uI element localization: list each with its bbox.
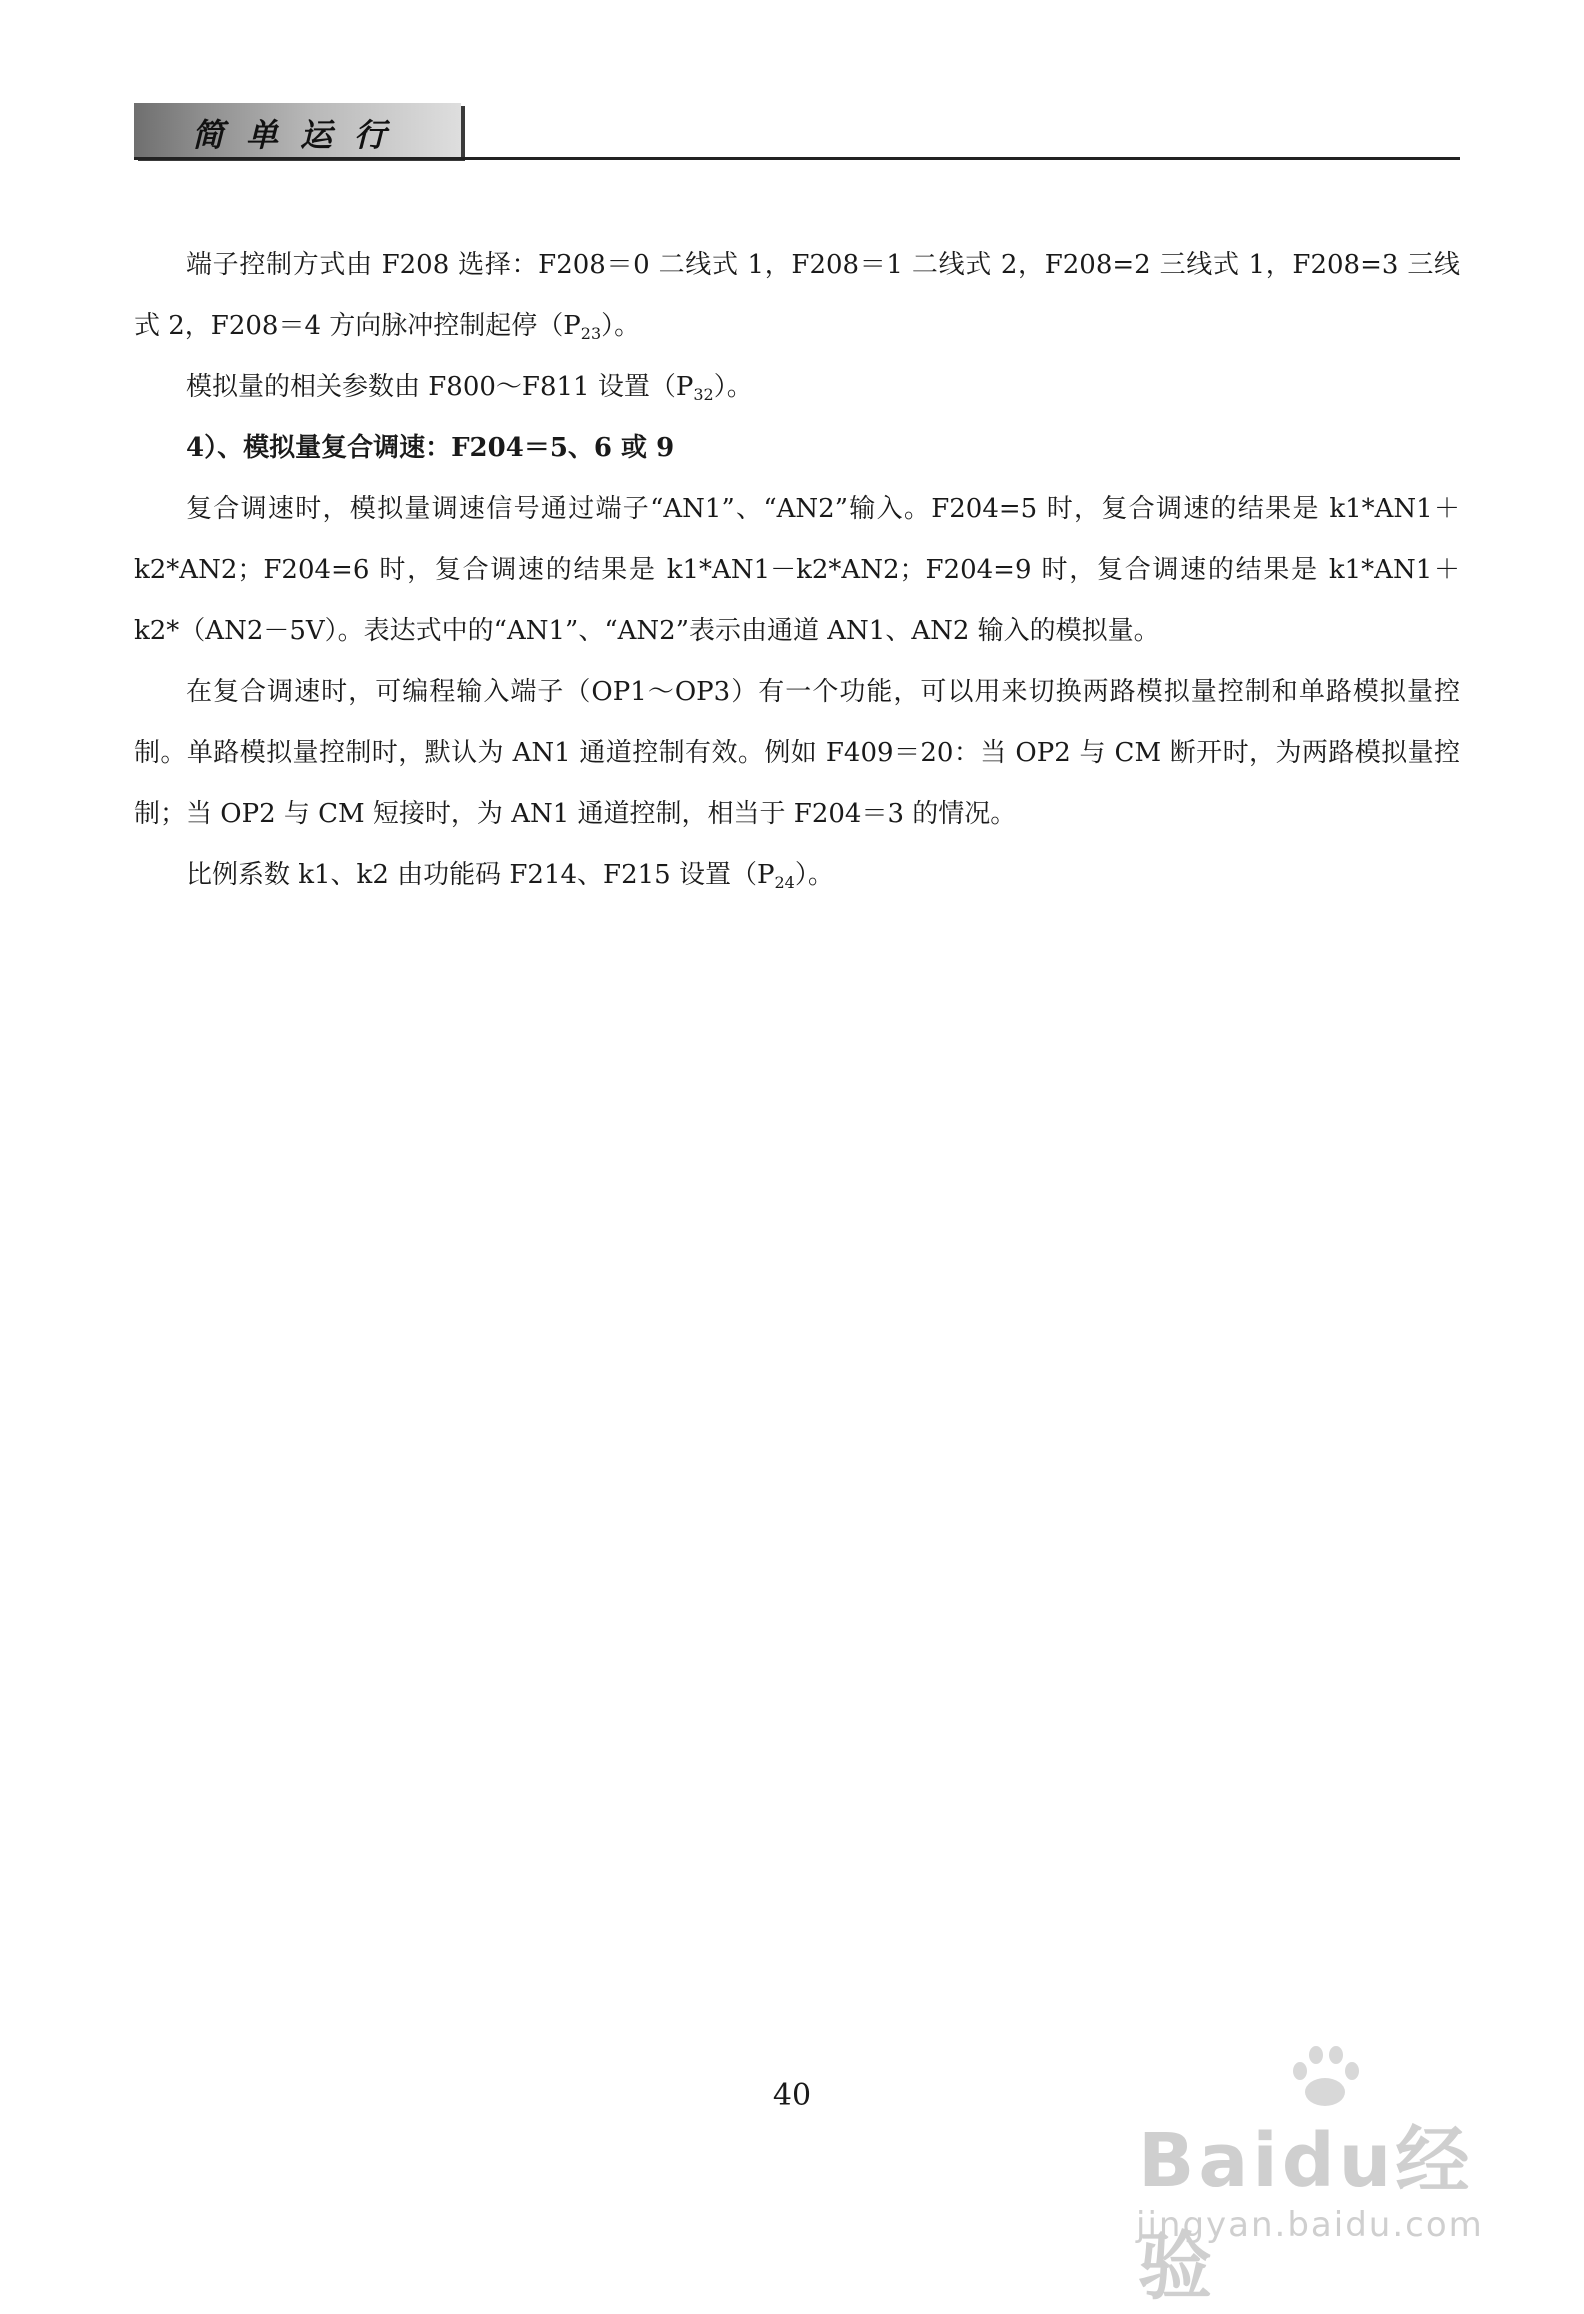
watermark-logo: Baidu经验 [1138, 2118, 1474, 2310]
paragraph-programmable-terminals: 在复合调速时，可编程输入端子（OP1～OP3）有一个功能，可以用来切换两路模拟量控制和单路模拟量控制。单路模拟量控制时，默认为 AN1 通道控制有效。例如 F409＝20：当 OP2 与 CM 断开时，为两路模拟量控制；当 OP2 与 CM 短接时，为 AN1 通道控制，相当于 F204＝3 的情况。 [134, 677, 1460, 829]
paw-icon [1285, 2040, 1365, 2110]
paragraph-compound-speed: 复合调速时，模拟量调速信号通过端子“AN1”、“AN2”输入。F204=5 时，复合调速的结果是 k1*AN1＋k2*AN2；F204=6 时，复合调速的结果是 k1*AN1－k2*AN2；F204=9 时，复合调速的结果是 k1*AN1＋k2*（AN2－5V）。表达式中的“AN1”、“AN2”表示由通道 AN1、AN2 输入的模拟量。 [134, 494, 1460, 646]
body-text [134, 235, 1460, 906]
paragraph-analog-params: 模拟量的相关参数由 F800～F811 设置$(P_{32})$。 [186, 372, 753, 404]
baidu-watermark [1120, 2040, 1520, 2310]
paragraph-terminal-control: 端子控制方式由 F208 选择：F208＝0 二线式 1，F208＝1 二线式 2，F208=2 三线式 1，F208=3 三线式 2，F208＝4 方向脉冲控制起停$(P_{23})$。 [134, 250, 1460, 343]
header-rule [134, 157, 1460, 160]
section-heading: 4）、模拟量复合调速：F204＝5、6 或 9 [186, 433, 675, 463]
section-title: 简单运行 [192, 116, 409, 154]
watermark-url: jingyan.baidu.com [1136, 2205, 1484, 2245]
paragraph-ratio-coefficients: 比例系数 k1、k2 由功能码 F214、F215 设置$(P_{24})$。 [186, 860, 834, 892]
page-number: 40 [772, 2078, 812, 2113]
